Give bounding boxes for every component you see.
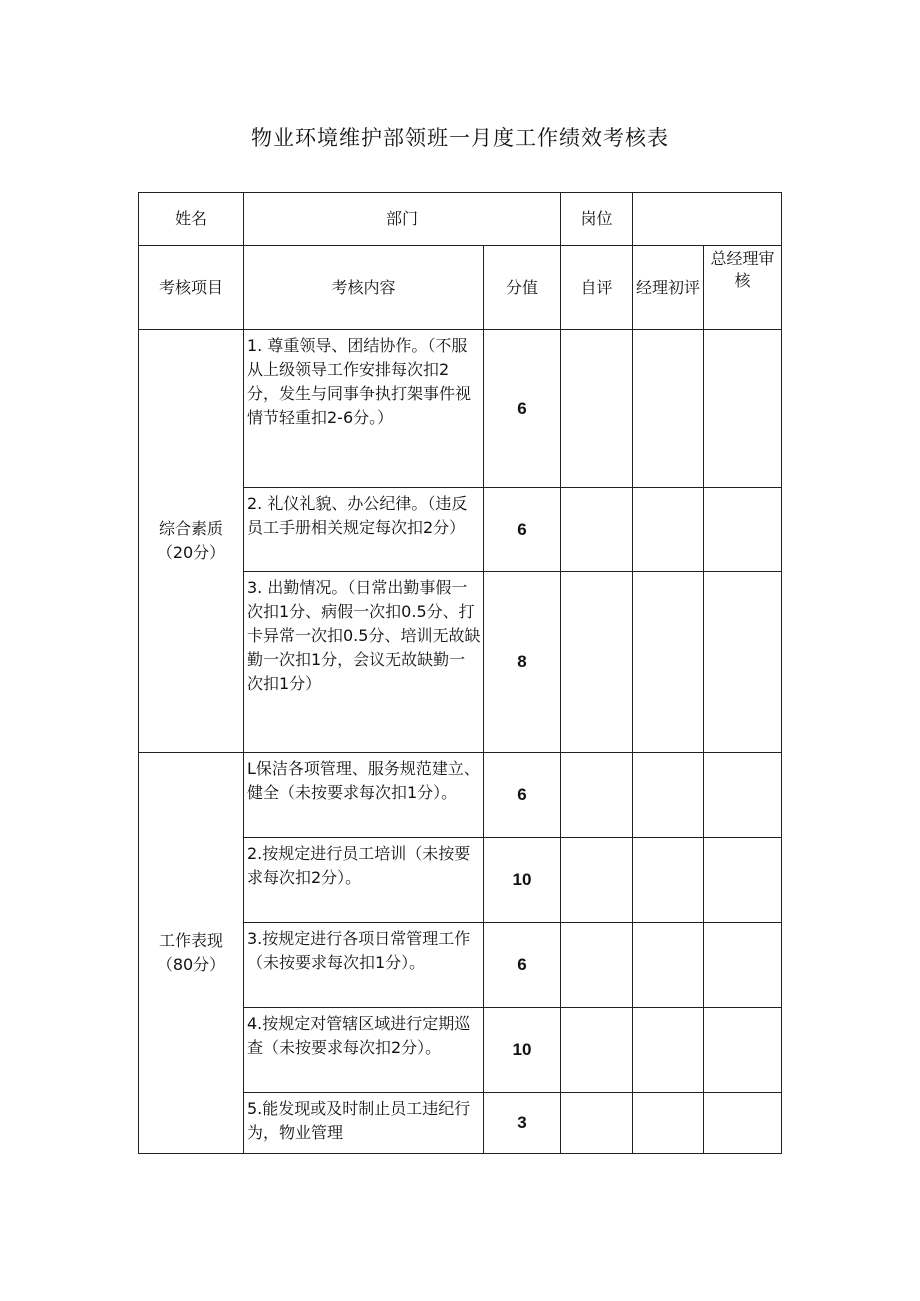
name-label: 姓名 (139, 193, 244, 246)
score-cell: 8 (484, 572, 561, 753)
post-value-cell[interactable] (633, 193, 782, 246)
self-score-cell[interactable] (561, 1093, 633, 1154)
score-cell: 6 (484, 923, 561, 1008)
score-cell: 6 (484, 753, 561, 838)
score-cell: 10 (484, 1008, 561, 1093)
self-score-cell[interactable] (561, 753, 633, 838)
category-cell: 综合素质（20分） (139, 330, 244, 753)
post-label: 岗位 (561, 193, 633, 246)
gm-score-cell[interactable] (704, 923, 782, 1008)
header-gm: 总经理审核 (704, 246, 782, 330)
gm-score-cell[interactable] (704, 572, 782, 753)
self-score-cell[interactable] (561, 488, 633, 572)
manager-score-cell[interactable] (633, 488, 704, 572)
header-self: 自评 (561, 246, 633, 330)
content-cell: 1. 尊重领导、团结协作。（不服从上级领导工作安排每次扣2分，发生与同事争执打架事件视情节轻重扣2-6分。） (244, 330, 484, 488)
assessment-table (138, 192, 782, 1154)
content-cell: 3.按规定进行各项日常管理工作（未按要求每次扣1分）。 (244, 923, 484, 1008)
content-cell: 2. 礼仪礼貌、办公纪律。（违反员工手册相关规定每次扣2分） (244, 488, 484, 572)
gm-score-cell[interactable] (704, 753, 782, 838)
self-score-cell[interactable] (561, 1008, 633, 1093)
info-row (139, 193, 782, 246)
header-item: 考核项目 (139, 246, 244, 330)
header-content: 考核内容 (244, 246, 484, 330)
gm-score-cell[interactable] (704, 488, 782, 572)
table-row (139, 330, 782, 488)
score-cell: 3 (484, 1093, 561, 1154)
gm-score-cell[interactable] (704, 838, 782, 923)
table-row (139, 753, 782, 838)
self-score-cell[interactable] (561, 923, 633, 1008)
header-row (139, 246, 782, 330)
score-cell: 10 (484, 838, 561, 923)
self-score-cell[interactable] (561, 572, 633, 753)
header-score: 分值 (484, 246, 561, 330)
manager-score-cell[interactable] (633, 1008, 704, 1093)
manager-score-cell[interactable] (633, 572, 704, 753)
gm-score-cell[interactable] (704, 1008, 782, 1093)
manager-score-cell[interactable] (633, 923, 704, 1008)
gm-score-cell[interactable] (704, 330, 782, 488)
content-cell: 5.能发现或及时制止员工违纪行为，物业管理 (244, 1093, 484, 1154)
self-score-cell[interactable] (561, 838, 633, 923)
manager-score-cell[interactable] (633, 753, 704, 838)
category-cell: 工作表现（80分） (139, 753, 244, 1154)
content-cell: L保洁各项管理、服务规范建立、健全（未按要求每次扣1分）。 (244, 753, 484, 838)
page-title: 物业环境维护部领班一月度工作绩效考核表 (251, 126, 669, 150)
score-cell: 6 (484, 330, 561, 488)
content-cell: 2.按规定进行员工培训（未按要求每次扣2分）。 (244, 838, 484, 923)
self-score-cell[interactable] (561, 330, 633, 488)
header-manager: 经理初评 (633, 246, 704, 330)
dept-label: 部门 (244, 193, 561, 246)
content-cell: 4.按规定对管辖区域进行定期巡查（未按要求每次扣2分）。 (244, 1008, 484, 1093)
content-cell: 3. 出勤情况。（日常出勤事假一次扣1分、病假一次扣0.5分、打卡异常一次扣0.5分、培训无故缺勤一次扣1分，会议无故缺勤一次扣1分） (244, 572, 484, 753)
manager-score-cell[interactable] (633, 1093, 704, 1154)
gm-score-cell[interactable] (704, 1093, 782, 1154)
manager-score-cell[interactable] (633, 330, 704, 488)
manager-score-cell[interactable] (633, 838, 704, 923)
score-cell: 6 (484, 488, 561, 572)
